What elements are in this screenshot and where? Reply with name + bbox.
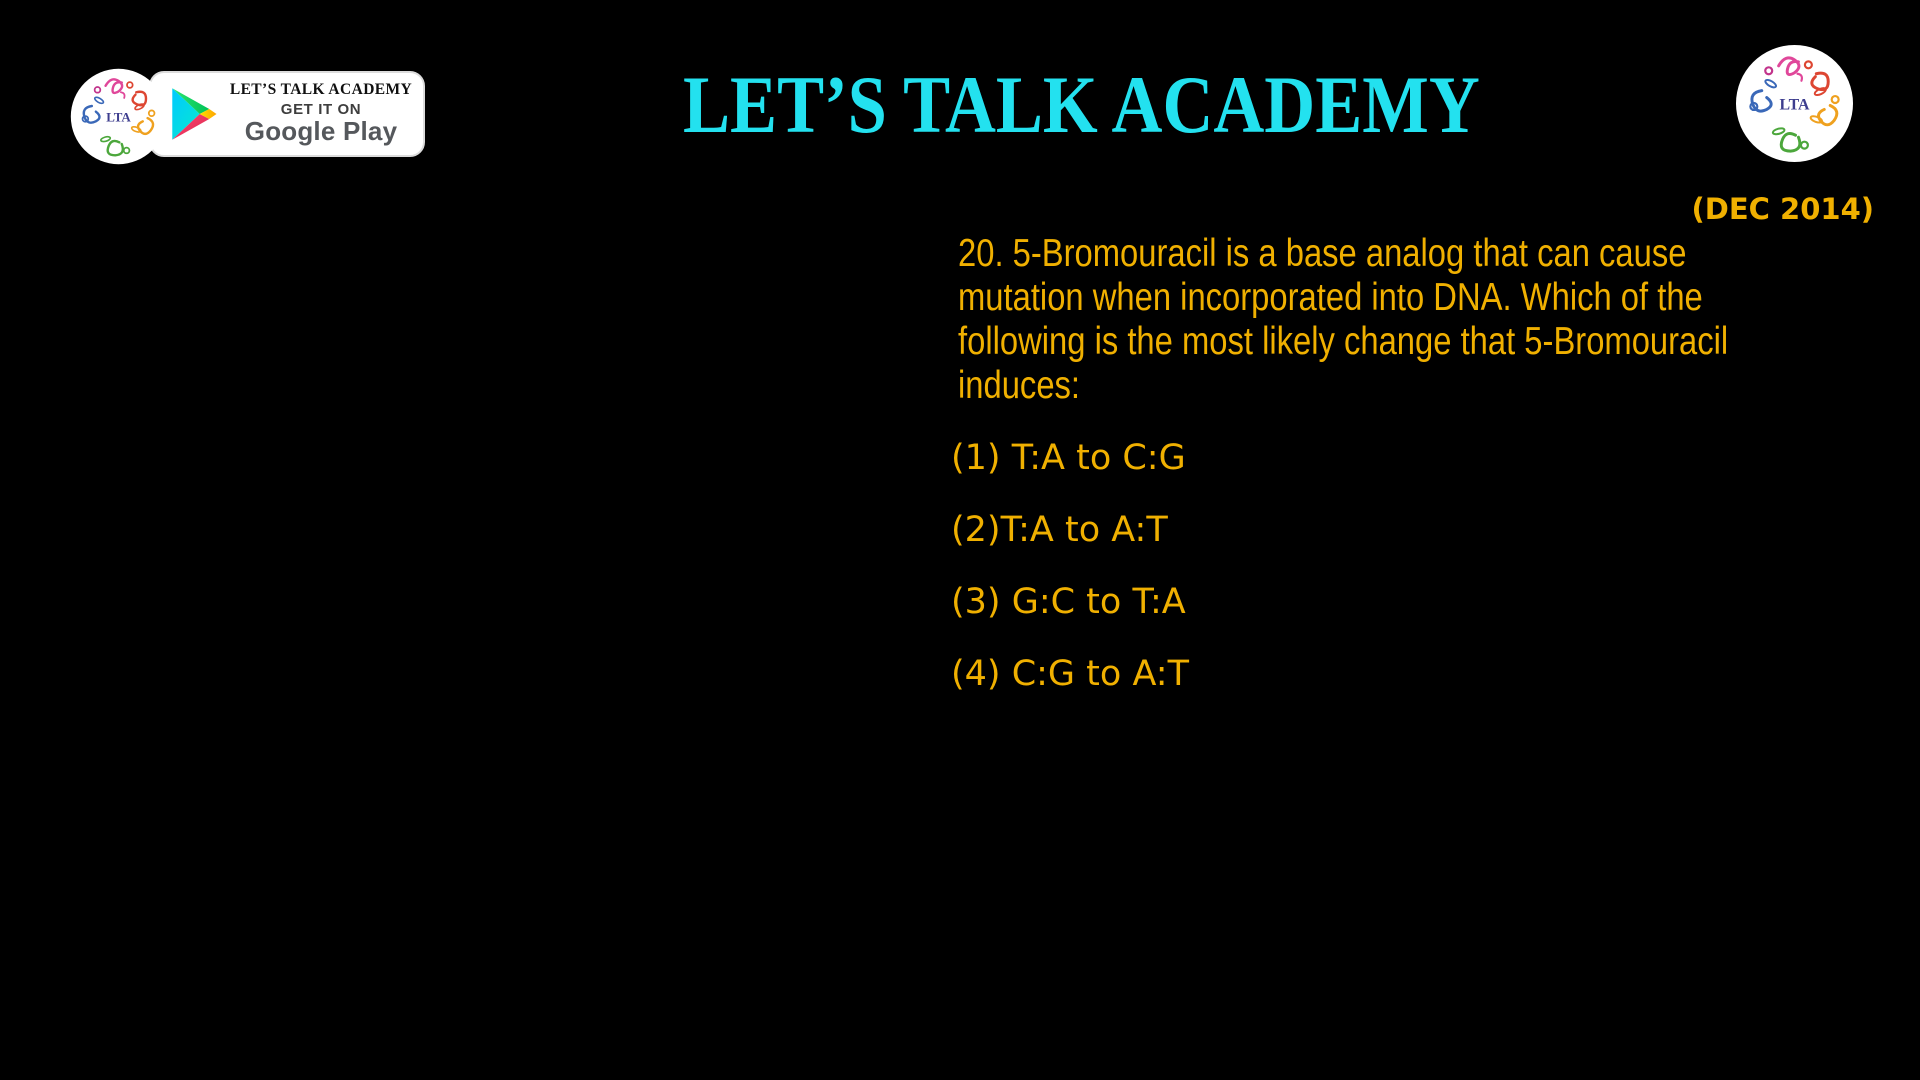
badge-store-name: Google Play xyxy=(244,116,398,147)
lta-logo-right xyxy=(1735,44,1854,163)
answer-option-1: (1) T:A to C:G xyxy=(951,438,1186,478)
lta-ribbon-art-icon xyxy=(70,68,167,165)
question-line-3: following is the most likely change that 5-Bromouracil xyxy=(958,320,1729,363)
badge-text-block xyxy=(229,82,413,145)
question-line-2: mutation when incorporated into DNA. Which of the xyxy=(958,276,1703,319)
question-text xyxy=(958,232,1875,408)
answer-option-2: (2)T:A to A:T xyxy=(951,510,1168,550)
answer-option-3: (3) G:C to T:A xyxy=(951,582,1186,622)
google-play-icon xyxy=(165,86,221,142)
lta-monogram: LTA xyxy=(1779,96,1810,114)
badge-get-it-on-label: GET IT ON xyxy=(280,100,362,118)
question-line-4: induces: xyxy=(958,364,1081,407)
exam-date-badge: (DEC 2014) xyxy=(1691,192,1874,226)
google-play-badge[interactable] xyxy=(149,71,425,157)
badge-app-name: LET’S TALK ACADEMY xyxy=(229,81,413,99)
answer-options xyxy=(951,438,1189,726)
lta-monogram: LTA xyxy=(106,109,131,125)
page-title: LET’S TALK ACADEMY xyxy=(683,59,1480,150)
lta-logo-left xyxy=(70,68,167,165)
answer-option-4: (4) C:G to A:T xyxy=(951,654,1189,694)
lta-ribbon-art-icon xyxy=(1735,44,1854,163)
question-line-1: 20. 5-Bromouracil is a base analog that can cause xyxy=(958,232,1687,275)
